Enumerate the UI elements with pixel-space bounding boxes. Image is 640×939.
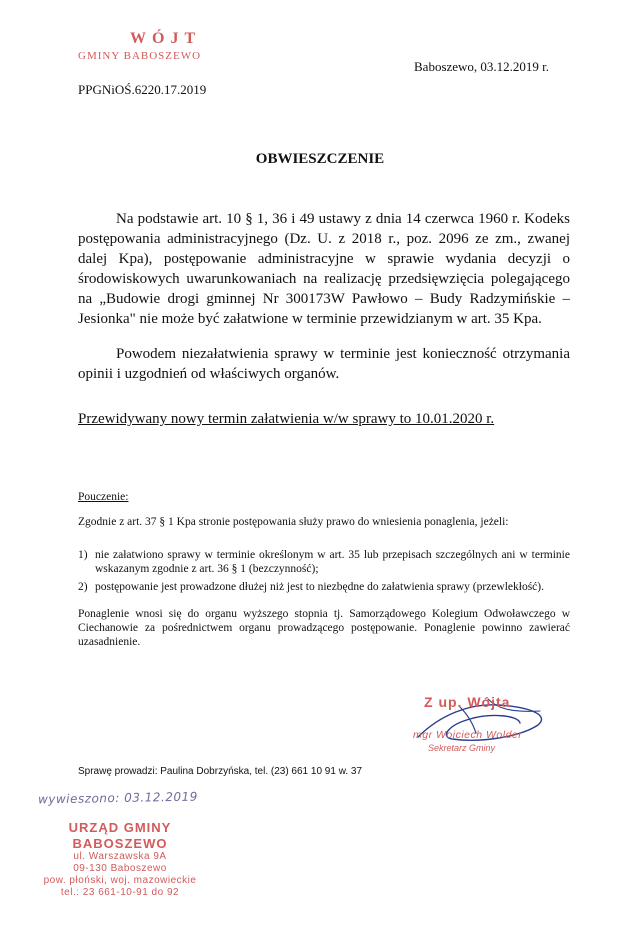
list-item	[78, 580, 570, 594]
case-handler: Sprawę prowadzi: Paulina Dobrzyńska, tel. (23) 661 10 91 w. 37	[78, 766, 363, 777]
office-stamp-line: 09-130 Baboszewo	[73, 863, 167, 874]
document-title: OBWIESZCZENIE	[255, 151, 385, 167]
paragraph-reason: Powodem niezałatwienia sprawy w terminie jest konieczność otrzymania opinii i uzgodnień od właściwych organów.	[78, 346, 570, 382]
signature-role: Sekretarz Gminy	[428, 743, 496, 753]
instruction-list	[78, 548, 570, 598]
office-stamp-line: tel.: 23 661-10-91 do 92	[60, 887, 180, 898]
instruction-tail: Ponaglenie wnosi się do organu wyższego stopnia tj. Samorządowego Kolegium Odwoławczego w Ciechanowie za pośrednictwem organu prowadzącego postępowanie. Ponaglenie powinno zawierać uzasadnienie.	[78, 608, 570, 648]
posted-date-handwritten: wywieszono: 03.12.2019	[37, 789, 198, 807]
office-stamp	[30, 820, 210, 899]
new-deadline: Przewidywany nowy termin załatwienia w/w sprawy to 10.01.2020 r.	[78, 411, 495, 427]
header-stamp-title: WÓJT	[130, 30, 202, 47]
instruction-intro: Zgodnie z art. 37 § 1 Kpa stronie postępowania służy prawo do wniesienia ponaglenia, jeżeli:	[78, 516, 509, 528]
office-stamp-line: ul. Warszawska 9A	[73, 851, 167, 862]
office-stamp-line: pow. płoński, woj. mazowieckie	[43, 875, 197, 886]
list-item-number: 1)	[78, 549, 88, 561]
header-stamp-subtitle: GMINY BABOSZEWO	[78, 50, 202, 62]
office-stamp-line: BABOSZEWO	[72, 836, 168, 851]
list-item	[78, 548, 570, 576]
office-stamp-line: URZĄD GMINY	[68, 820, 172, 835]
reference-number: PPGNiOŚ.6220.17.2019	[78, 82, 207, 97]
list-item-text: postępowanie jest prowadzone dłużej niż jest to niezbędne do załatwienia sprawy (przewlekłość).	[95, 581, 544, 593]
list-item-text: nie załatwiono sprawy w terminie określonym w art. 35 lub przepisach szczególnych ani w terminie wskazanym zgodnie z art. 36 § 1 (bezczynność);	[95, 549, 570, 575]
signature-name: mgr Wojciech Wolder	[413, 729, 523, 741]
instruction-label: Pouczenie:	[78, 491, 129, 503]
paragraph-legal-basis: Na podstawie art. 10 § 1, 36 i 49 ustawy z dnia 14 czerwca 1960 r. Kodeks postępowania administracyjnego (Dz. U. z 2018 r., poz. 2096 ze zm., zwanej dalej Kpa), postępowanie administracyjne w sprawie wydania decyzji o środowiskowych uwarunkowaniach na realizację przedsięwzięcia polegającego na „Budowie drogi gminnej Nr 300173W Pawłowo – Budy Radzymińskie – Jesionka" nie może być załatwione w terminie przewidzianym w art. 35 Kpa.	[78, 211, 570, 327]
list-item-number: 2)	[78, 581, 88, 593]
place-date: Baboszewo, 03.12.2019 r.	[414, 59, 550, 74]
signature-on-behalf: Z up. Wójta	[424, 694, 511, 710]
